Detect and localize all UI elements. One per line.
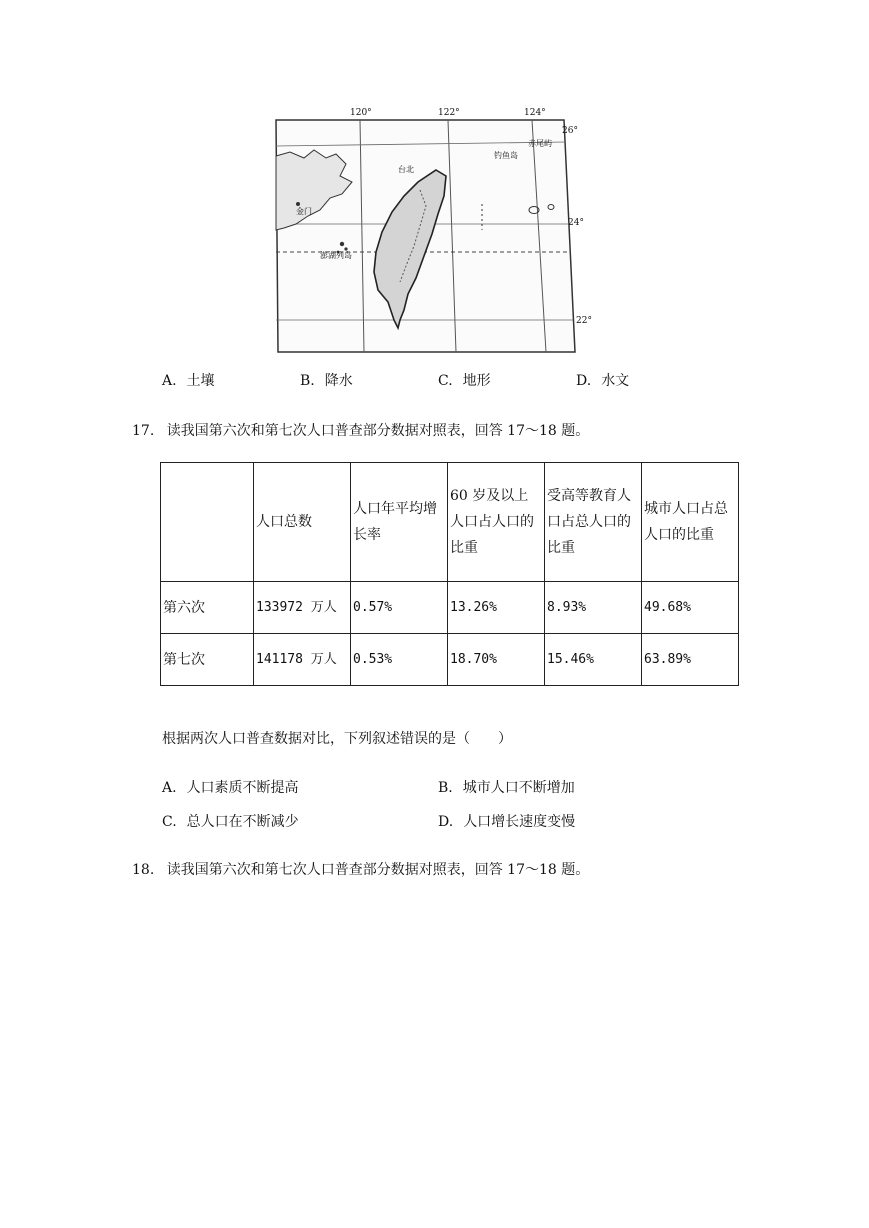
q17-question: 根据两次人口普查数据对比，下列叙述错误的是（ ）: [162, 731, 512, 747]
option-letter: B.: [300, 373, 315, 389]
option-letter: C.: [162, 814, 177, 830]
q17-number: 17.: [132, 423, 155, 439]
option-letter: D.: [576, 373, 592, 389]
q17-stem: [132, 422, 589, 440]
place-label-kinmen: 金门: [296, 207, 312, 216]
table-cell: 141178 万人: [254, 634, 351, 686]
q17-option-b[interactable]: [438, 779, 575, 797]
option-text: 降水: [324, 373, 353, 389]
table-cell: 63.89%: [642, 634, 739, 686]
table-row: [161, 634, 739, 686]
q17-option-d[interactable]: [438, 813, 575, 831]
census-table: [160, 462, 739, 686]
lat-label-22: 22°: [576, 316, 592, 326]
table-header-cell: 人口总数: [254, 463, 351, 582]
option-letter: A.: [162, 780, 177, 796]
q16-option-d[interactable]: [576, 372, 629, 390]
place-label-taipei: 台北: [398, 165, 414, 174]
table-header-row: [161, 463, 739, 582]
table-cell: 13.26%: [448, 582, 545, 634]
table-header-cell: [161, 463, 254, 582]
table-cell: 49.68%: [642, 582, 739, 634]
table-row: [161, 582, 739, 634]
lat-label-26: 26°: [562, 126, 578, 136]
q17-stem-text: 读我国第六次和第七次人口普查部分数据对照表，回答 17～18 题。: [166, 423, 590, 439]
place-label-chiwei: 赤尾屿: [528, 139, 552, 148]
option-letter: A.: [162, 373, 177, 389]
table-cell: 8.93%: [545, 582, 642, 634]
table-cell: 133972 万人: [254, 582, 351, 634]
place-label-penghu: 澎湖列岛: [320, 251, 352, 260]
table-cell: 0.53%: [351, 634, 448, 686]
lon-label-122: 122°: [438, 108, 460, 118]
q16-option-b[interactable]: [300, 372, 353, 390]
table-header-cell: 人口年平均增长率: [351, 463, 448, 582]
option-text: 水文: [601, 373, 630, 389]
option-text: 土壤: [186, 373, 215, 389]
table-cell: 第七次: [161, 634, 254, 686]
q16-option-a[interactable]: [162, 372, 215, 390]
q17-option-c[interactable]: [162, 813, 299, 831]
option-text: 人口素质不断提高: [186, 780, 299, 796]
table-header-cell: 城市人口占总人口的比重: [642, 463, 739, 582]
table-cell: 0.57%: [351, 582, 448, 634]
q18-stem: [132, 861, 589, 879]
table-cell: 第六次: [161, 582, 254, 634]
lon-label-120: 120°: [350, 108, 372, 118]
q18-number: 18.: [132, 862, 155, 878]
option-text: 总人口在不断减少: [186, 814, 299, 830]
q18-stem-text: 读我国第六次和第七次人口普查部分数据对照表，回答 17～18 题。: [166, 862, 590, 878]
option-text: 地形: [462, 373, 491, 389]
option-letter: C.: [438, 373, 453, 389]
lon-label-124: 124°: [524, 108, 546, 118]
table-cell: 18.70%: [448, 634, 545, 686]
option-letter: D.: [438, 814, 454, 830]
table-header-cell: 受高等教育人口占总人口的比重: [545, 463, 642, 582]
table-header-cell: 60 岁及以上人口占人口的比重: [448, 463, 545, 582]
q17-option-a[interactable]: [162, 779, 299, 797]
option-letter: B.: [438, 780, 453, 796]
lat-label-24: 24°: [568, 218, 584, 228]
taiwan-map: [270, 106, 592, 362]
option-text: 城市人口不断增加: [462, 780, 575, 796]
q16-option-c[interactable]: [438, 372, 491, 390]
table-cell: 15.46%: [545, 634, 642, 686]
place-label-diaoyu: 钓鱼岛: [494, 151, 518, 160]
option-text: 人口增长速度变慢: [463, 814, 576, 830]
